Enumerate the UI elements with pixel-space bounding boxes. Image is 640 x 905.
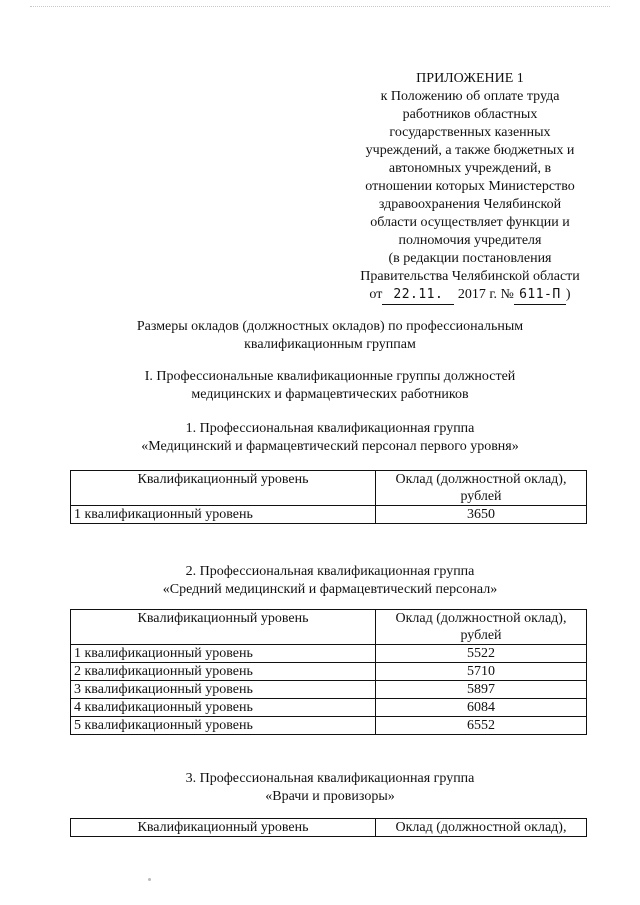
column-header-level: Квалификационный уровень — [71, 610, 376, 645]
appendix-block — [340, 70, 600, 305]
appendix-line: (в редакции постановления — [388, 251, 552, 266]
appendix-date-line — [340, 286, 600, 305]
page-title-line1: Размеры окладов (должностных окладов) по профессиональным — [136, 319, 524, 334]
salary-cell: 5897 — [376, 681, 587, 699]
salary-table — [70, 609, 587, 735]
section-heading — [60, 368, 600, 404]
group-heading-line1: 3. Профессиональная квалификационная группа — [185, 771, 475, 786]
appendix-line: учреждений, а также бюджетных и — [365, 143, 575, 158]
table-header-row — [71, 819, 587, 837]
column-header-salary — [376, 471, 587, 506]
group-heading — [60, 420, 600, 456]
decree-number: 611-П — [514, 286, 566, 305]
column-header-salary-line2: рублей — [460, 489, 502, 504]
appendix-line: Правительства Челябинской области — [360, 269, 580, 284]
date-prefix: от — [369, 287, 383, 302]
column-header-salary-line1: Оклад (должностной оклад), — [395, 472, 567, 487]
column-header-salary — [376, 610, 587, 645]
column-header-salary-line2: рублей — [460, 628, 502, 643]
appendix-line: государственных казенных — [389, 125, 551, 140]
salary-cell: 5710 — [376, 663, 587, 681]
table-row — [71, 681, 587, 699]
table-header-row — [71, 471, 587, 506]
group-heading — [60, 770, 600, 806]
closing-paren: ) — [565, 287, 571, 302]
table-row — [71, 717, 587, 735]
group-heading-line2: «Медицинский и фармацевтический персонал первого уровня» — [141, 439, 519, 454]
salary-cell: 6552 — [376, 717, 587, 735]
section-heading-line2: медицинских и фармацевтических работников — [191, 387, 469, 402]
level-cell: 2 квалификационный уровень — [71, 663, 376, 681]
level-cell: 1 квалификационный уровень — [71, 645, 376, 663]
table-row — [71, 645, 587, 663]
appendix-line: полномочия учредителя — [398, 233, 542, 248]
salary-table — [70, 470, 587, 524]
appendix-line: к Положению об оплате труда — [380, 89, 560, 104]
appendix-line: автономных учреждений, в — [388, 161, 552, 176]
level-cell: 3 квалификационный уровень — [71, 681, 376, 699]
scan-speck — [148, 878, 151, 881]
section-heading-line1: I. Профессиональные квалификационные группы должностей — [144, 369, 516, 384]
column-header-level: Квалификационный уровень — [71, 819, 376, 837]
table-row — [71, 663, 587, 681]
page-title — [60, 318, 600, 354]
group-heading-line2: «Средний медицинский и фармацевтический персонал» — [162, 582, 498, 597]
level-cell: 4 квалификационный уровень — [71, 699, 376, 717]
page-title-line2: квалификационным группам — [244, 337, 416, 352]
salary-cell: 5522 — [376, 645, 587, 663]
salary-cell: 6084 — [376, 699, 587, 717]
level-cell: 1 квалификационный уровень — [71, 506, 376, 524]
appendix-line: отношении которых Министерство — [365, 179, 575, 194]
date-value: 22.11. — [382, 286, 454, 305]
appendix-title: ПРИЛОЖЕНИЕ 1 — [416, 71, 524, 86]
table-row — [71, 699, 587, 717]
group-heading-line1: 1. Профессиональная квалификационная группа — [185, 421, 475, 436]
salary-table — [70, 818, 587, 837]
salary-cell: 3650 — [376, 506, 587, 524]
appendix-line: работников областных — [402, 107, 538, 122]
column-header-level: Квалификационный уровень — [71, 471, 376, 506]
group-heading — [60, 563, 600, 599]
appendix-line: здравоохранения Челябинской — [378, 197, 562, 212]
table-row — [71, 506, 587, 524]
scan-artifact-line — [30, 6, 610, 8]
year-text: 2017 г. № — [457, 287, 514, 302]
group-heading-line2: «Врачи и провизоры» — [265, 789, 395, 804]
level-cell: 5 квалификационный уровень — [71, 717, 376, 735]
column-header-salary-line1: Оклад (должностной оклад), — [395, 611, 567, 626]
appendix-line: области осуществляет функции и — [370, 215, 570, 230]
table-header-row — [71, 610, 587, 645]
column-header-salary: Оклад (должностной оклад), — [376, 819, 587, 837]
group-heading-line1: 2. Профессиональная квалификационная группа — [185, 564, 475, 579]
